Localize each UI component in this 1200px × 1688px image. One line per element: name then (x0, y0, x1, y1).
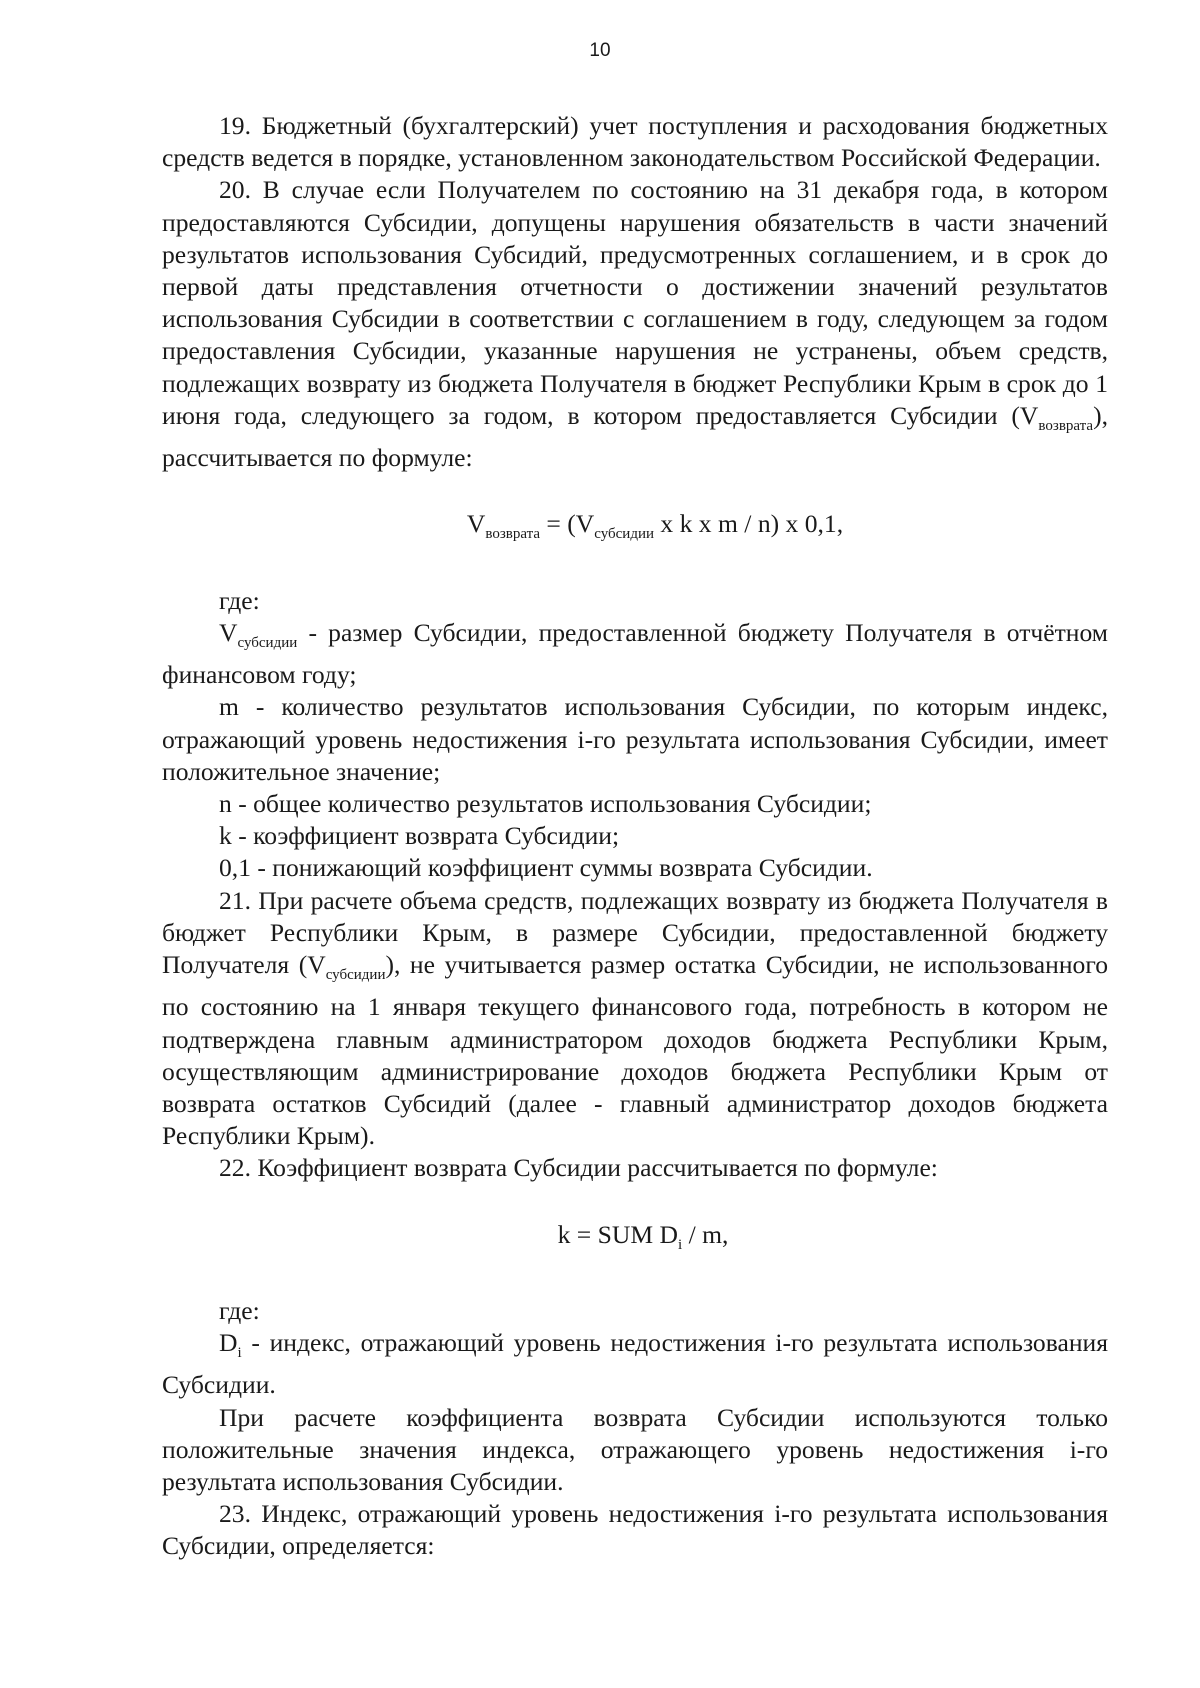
paragraph-20-text: 20. В случае если Получателем по состоянию на 31 декабря года, в котором предоставляются Субсидии, допущены нарушения обязательств в части значений результатов использования Субсидий, предусмотренных соглашением, и в срок до первой даты представления отчетности о достижении значений результатов использования Субсидии в соответствии с соглашением в году, следующем за годом предоставления Субсидии, указанные нарушения не устранены, объем средств, подлежащих возврату из бюджета Получателя в бюджет Республики Крым в срок до 1 июня года, следующего за годом, в котором предоставляется Субсидии (V (162, 175, 1108, 430)
paragraph-20 (162, 174, 1108, 474)
formula-return-volume (162, 508, 1108, 550)
subscript: возврата (485, 526, 540, 543)
subscript: возврата (1038, 417, 1094, 434)
paragraph-21-tail: ), не учитывается размер остатка Субсидии, не использованного по состоянию на 1 января текущего финансового года, потребность в котором не подтверждена главным администратором доходов бюджета Республики Крым, осуществляющим администрирование доходов бюджета Республики Крым от возврата остатков Субсидий (далее - главный администратор доходов бюджета Республики Крым). (162, 950, 1108, 1151)
where-label: где: (219, 1295, 260, 1325)
formula-symbol: V (466, 509, 486, 539)
definition-k: k - коэффициент возврата Субсидии; (219, 821, 620, 851)
paragraph-22: 22. Коэффициент возврата Субсидии рассчитывается по формуле: (219, 1153, 938, 1183)
paragraph-20-tail: ), рассчитывается по формуле: (162, 400, 1108, 473)
paragraph-calculation: При расчете коэффициента возврата Субсидии используются только положительные значения индекса, отражающего уровень недостижения i-го результата использования Субсидии. (162, 1402, 1108, 1496)
definition-m: m - количество результатов использования Субсидии, по которым индекс, отражающий уровень недостижения i-го результата использования Субсидии, имеет положительное значение; (162, 692, 1108, 786)
subscript: i (237, 1345, 242, 1362)
paragraph-21 (162, 885, 1108, 1153)
formula-part: = (V (540, 509, 595, 539)
paragraph-23: 23. Индекс, отражающий уровень недостижения i-го результата использования Субсидии, определяется: (162, 1499, 1108, 1561)
formula-part: / m, (682, 1219, 729, 1249)
document-body (162, 110, 1108, 1563)
formula-coefficient (162, 1219, 1108, 1261)
subscript: субсидии (237, 634, 298, 651)
definition-v-subsidy (162, 617, 1108, 692)
subscript: субсидии (594, 526, 655, 543)
subscript: i (678, 1236, 683, 1253)
page-number: 10 (589, 40, 611, 61)
formula-part: k = SUM D (557, 1219, 678, 1249)
paragraph-19: 19. Бюджетный (бухгалтерский) учет поступления и расходования бюджетных средств ведется в порядке, установленном законодательством Российской Федерации. (162, 111, 1108, 173)
where-label: где: (219, 585, 260, 615)
subscript: субсидии (325, 967, 386, 984)
definition-text: - размер Субсидии, предоставленной бюджету Получателя в отчётном финансовом году; (162, 617, 1108, 690)
paragraph-21-text: 21. При расчете объема средств, подлежащих возврату из бюджета Получателя в бюджет Республики Крым, в размере Субсидии, предоставленной бюджету Получателя (V (162, 885, 1108, 979)
definition-d (162, 1327, 1108, 1402)
formula-symbol: V (219, 617, 238, 647)
definition-coefficient: 0,1 - понижающий коэффициент суммы возврата Субсидии. (219, 853, 873, 883)
definition-n: n - общее количество результатов использования Субсидии; (219, 788, 872, 818)
definition-text: - индекс, отражающий уровень недостижения i-го результата использования Субсидии. (162, 1328, 1108, 1400)
formula-part: x k x m / n) x 0,1, (654, 509, 844, 539)
formula-symbol: D (219, 1328, 238, 1358)
